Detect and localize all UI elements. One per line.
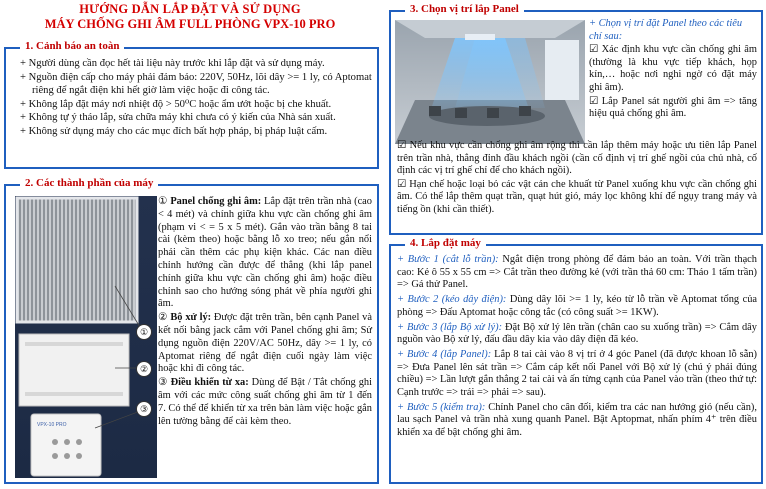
- doc-title-line1: HƯỚNG DẪN LẮP ĐẶT VÀ SỬ DỤNG: [79, 2, 301, 16]
- position-heading: 3. Chọn vị trí lắp Panel: [405, 3, 524, 15]
- product-photo: [15, 196, 157, 478]
- callout-2: ②: [136, 361, 152, 377]
- components-heading: 2. Các thành phần của máy: [20, 177, 158, 189]
- safety-list: [20, 57, 372, 138]
- install-heading: 4. Lắp đặt máy: [405, 237, 486, 249]
- position-criterion-1: ☑ Xác định khu vực cần chống ghi âm (thường là khu vực tiếp khách, họp kín,… hoặc nơi nghi ngờ có đặt máy ghi âm).: [589, 44, 757, 93]
- install-step-2: + Bước 2 (kéo dây điện): Dùng dây lõi >= 1 ly, kéo từ lỗ trần về Aptomat tổng của phòng => Đấu Aptomat hoặc công tắc (có công suất >= 1KW).: [397, 294, 757, 318]
- callout-1: ①: [136, 324, 152, 340]
- install-step-1: + Bước 1 (cắt lỗ trần): Ngắt điện trong phòng để đảm bảo an toàn. Với trần thạch cao: Kẻ ô 55 x 55 cm => Cắt trần theo đường kẻ (với trần thả 60 cm: Tháo 1 tấm trần) => Gá thử Panel.: [397, 254, 757, 291]
- doc-title-line2: MÁY CHỐNG GHI ÂM FULL PHÒNG VPX-10 PRO: [44, 17, 336, 31]
- safety-heading: 1. Cảnh báo an toàn: [20, 40, 124, 52]
- component-panel: ① Panel chống ghi âm: Lắp đặt trên trần nhà (cao < 4 mét) và chính giữa khu vực cần chống ghi âm (phạm vi < = 5 x 5 mét). Gắn vào trần bằng 8 tai cài (kèm theo) hoặc bằng lỗ xo treo; nếu gắn nổi phải cần thêm các phụ kiện khác. Các nan điều chỉnh hướng cần được để thẳng (khi lắp panel chính giữa khu vực cần chống ghi âm) hoặc điều chỉnh sao cho hướng sóng phát về phía người ghi âm.: [158, 196, 372, 310]
- safety-item: + Không sử dụng máy cho các mục đích bất hợp pháp, bị pháp luật cấm.: [20, 126, 328, 138]
- panel-grille: [17, 198, 137, 322]
- svg-text:VPX-10 PRO: VPX-10 PRO: [37, 422, 67, 428]
- safety-item: + Không lắp đặt máy nơi nhiệt độ > 50⁰C hoặc ẩm ướt hoặc bị che khuất.: [20, 98, 332, 110]
- install-section: [389, 237, 763, 484]
- components-section: [4, 177, 379, 484]
- position-criteria-title: + Chọn vị trí đặt Panel theo các tiêu chí sau:: [589, 18, 743, 42]
- safety-item: + Không tự ý tháo lắp, sửa chữa máy khi chưa có ý kiến của Nhà sản xuất.: [20, 112, 336, 124]
- position-criterion-2: ☑ Lắp Panel sát người ghi âm => tăng hiệu quả chống ghi âm.: [589, 95, 757, 120]
- callout-3: ③: [136, 401, 152, 417]
- install-step-5: + Bước 5 (kiểm tra): Chỉnh Panel cho cân đối, kiểm tra các nan hướng gió (nếu cần), lau sạch Panel và trần nhà xung quanh Panel. Bật Aptopmat, nhấn phím 4⁺ trên điều khiển xa để bật chống ghi âm.: [397, 401, 757, 439]
- position-criterion-4: ☑ Hạn chế hoặc loại bỏ các vật cản che khuất từ Panel xuống khu vực cần chống ghi âm. Có thể lắp thêm quạt trần, quạt hút gió, máy lọc không khí để ngụy trang máy và tiếng ồn (khi cần thiết).: [397, 178, 757, 215]
- install-step-3: + Bước 3 (lắp Bộ xử lý): Đặt Bộ xử lý lên trần (chân cao su xuống trần) => Cắm dây nguồn vào Bộ xử lý, đấu đầu dây kia vào dây điện đã kéo.: [397, 321, 757, 346]
- safety-item: + Nguồn điện cấp cho máy phải đảm bảo: 220V, 50Hz, lõi dây >= 1 ly, có Aptomat riêng để ngắt điện khi hết giờ làm việc hoặc đi công tác.: [20, 71, 372, 96]
- position-section: [389, 3, 763, 235]
- position-criterion-3: ☑ Nếu khu vực cần chống ghi âm rộng thì cần lắp thêm máy hoặc ưu tiên lắp Panel trên trần nhà, thẳng đỉnh đầu khách ngồi (cần cố định vị trí ghế ngồi của chủ nhà, cố định các vị trí ghế chỉ để cho khách ngồi).: [397, 140, 757, 177]
- component-processor: ② Bộ xử lý: Được đặt trên trần, bên cạnh Panel và kết nối bằng jack cắm với Panel chống ghi âm; Sử dụng nguồn điện 220V/AC 50Hz, dây >= 1 ly, có Aptomat riêng để ngắt điện cuối ngày làm việc hoặc khi đi công tác.: [158, 312, 372, 375]
- safety-section: [4, 40, 379, 169]
- room-render: [395, 20, 585, 144]
- install-step-4: + Bước 4 (lắp Panel): Lắp 8 tai cài vào 8 vị trí ở 4 góc Panel (đã được khoan lỗ sẵn) => Đưa Panel lên sát trần => Cắm cáp kết nối Panel với Bộ xử lý (chú ý phải đúng chiều) => Lần lượt gắn thẳng 2 tai cài và ấn từng cạnh của Panel vào trần (theo thứ tự: Cạnh trước => trái => phải => sau).: [397, 348, 757, 399]
- safety-item: + Người dùng cần đọc hết tài liệu này trước khi lắp đặt và sử dụng máy.: [20, 58, 325, 69]
- component-remote: ③ Điều khiển từ xa: Dùng để Bật / Tắt chống ghi âm với các mức công suất chống ghi âm từ 1 đến 7. Có thể để khiển từ xa trên bàn làm việc hoặc gắn lên tường bằng để cài kèm theo.: [158, 377, 372, 427]
